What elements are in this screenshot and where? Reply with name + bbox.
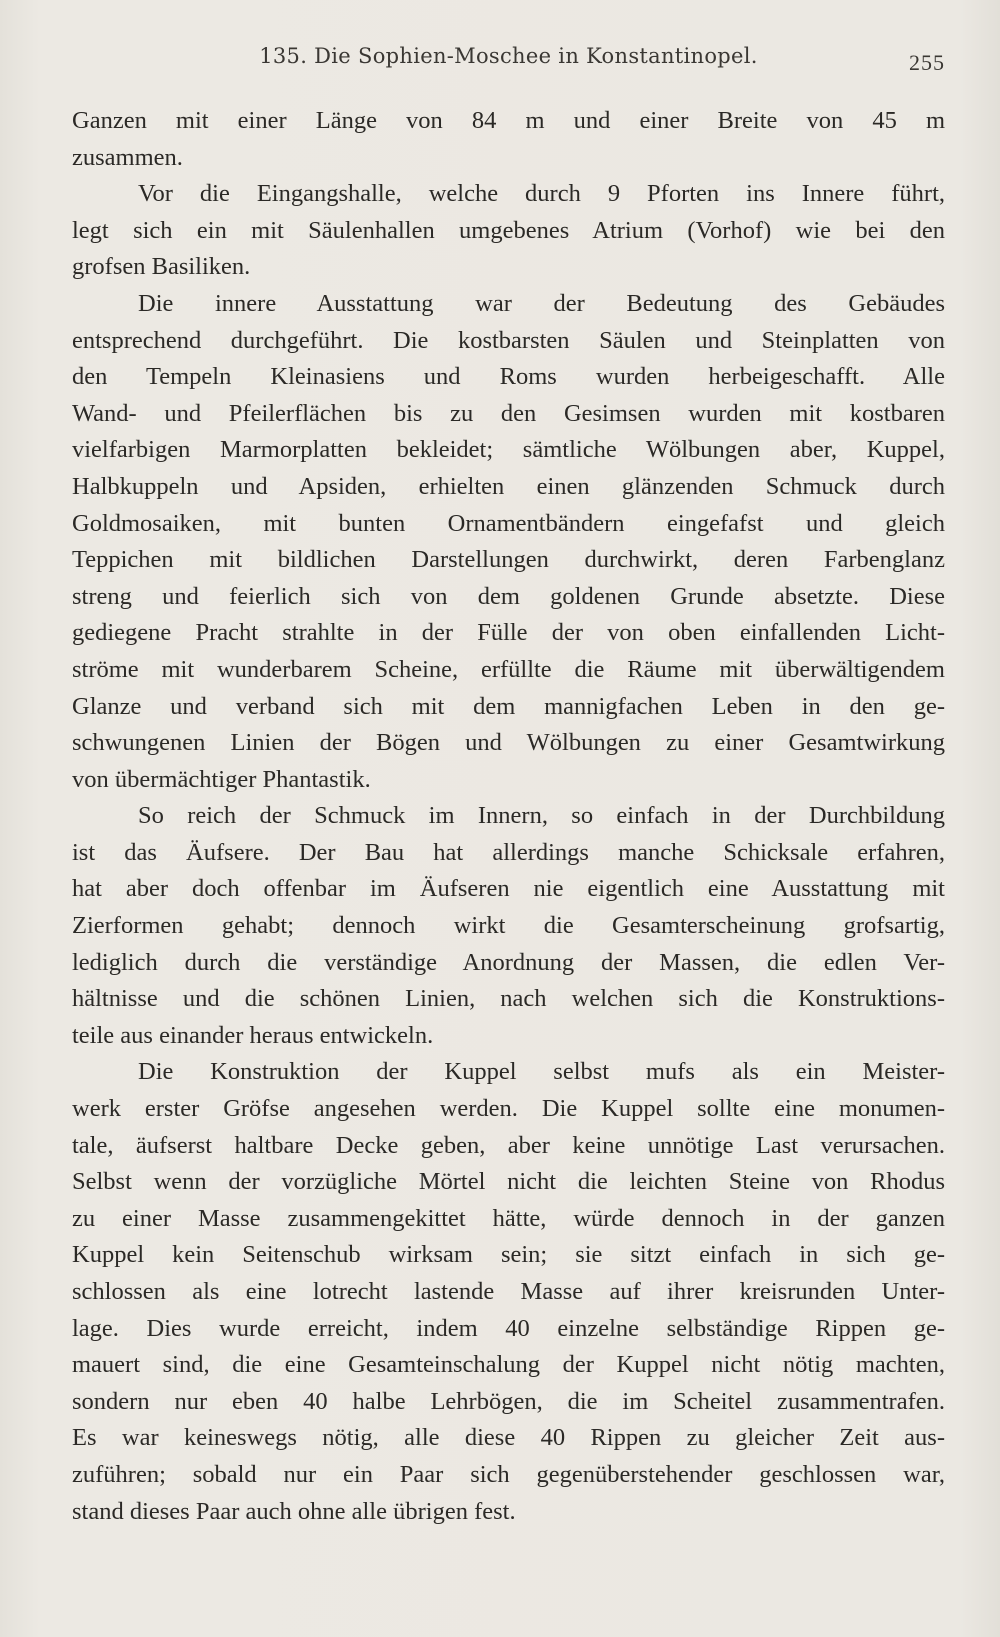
body-text	[72, 103, 945, 1530]
text-line: streng und feierlich sich von dem goldenen Grunde absetzte. Diese	[72, 582, 945, 610]
text-line: zusammen.	[72, 143, 183, 171]
page-number: 255	[909, 50, 945, 75]
text-line: Glanze und verband sich mit dem mannigfachen Leben in den ge-	[72, 692, 945, 720]
text-line: Halbkuppeln und Apsiden, erhielten einen glänzenden Schmuck durch	[72, 472, 945, 500]
text-line: legt sich ein mit Säulenhallen umgebenes Atrium (Vorhof) wie bei den	[72, 216, 945, 244]
text-line: werk erster Gröfse angesehen werden. Die Kuppel sollte eine monumen-	[72, 1095, 945, 1123]
text-line: tale, äufserst haltbare Decke geben, aber keine unnötige Last verursachen.	[72, 1131, 945, 1159]
text-line: hat aber doch offenbar im Äufseren nie eigentlich eine Ausstattung mit	[72, 875, 945, 903]
text-line: hältnisse und die schönen Linien, nach welchen sich die Konstruktions-	[72, 985, 945, 1013]
text-line: zu einer Masse zusammengekittet hätte, würde dennoch in der ganzen	[72, 1204, 945, 1232]
text-line: mauert sind, die eine Gesamteinschalung der Kuppel nicht nötig machten,	[72, 1351, 945, 1379]
text-line: schlossen als eine lotrecht lastende Masse auf ihrer kreisrunden Unter-	[72, 1278, 945, 1305]
running-title: 135. Die Sophien-Moschee in Konstantinopel.	[259, 44, 758, 68]
text-line: Kuppel kein Seitenschub wirksam sein; sie sitzt einfach in sich ge-	[72, 1241, 945, 1269]
text-line: schwungenen Linien der Bögen und Wölbungen zu einer Gesamtwirkung	[72, 729, 945, 757]
text-line: Teppichen mit bildlichen Darstellungen durchwirkt, deren Farbenglanz	[72, 546, 945, 574]
text-line: ist das Äufsere. Der Bau hat allerdings manche Schicksale erfahren,	[72, 838, 945, 866]
text-line: Es war keineswegs nötig, alle diese 40 Rippen zu gleicher Zeit aus-	[72, 1424, 945, 1452]
text-line: von übermächtiger Phantastik.	[72, 765, 371, 793]
text-line: teile aus einander heraus entwickeln.	[72, 1021, 434, 1049]
text-line: sondern nur eben 40 halbe Lehrbögen, die im Scheitel zusammentrafen.	[72, 1387, 945, 1415]
text-line: Zierformen gehabt; dennoch wirkt die Gesamterscheinung grofsartig,	[72, 912, 945, 940]
text-line: Ganzen mit einer Länge von 84 m und einer Breite von 45 m	[72, 107, 945, 134]
text-line: Die innere Ausstattung war der Bedeutung des Gebäudes	[138, 289, 945, 317]
text-line: Wand- und Pfeilerflächen bis zu den Gesimsen wurden mit kostbaren	[72, 399, 945, 427]
text-line: stand dieses Paar auch ohne alle übrigen fest.	[72, 1497, 516, 1525]
text-line: lediglich durch die verständige Anordnung der Massen, die edlen Ver-	[72, 948, 945, 976]
text-line: zuführen; sobald nur ein Paar sich gegenüberstehender geschlossen war,	[72, 1460, 945, 1488]
text-line: Goldmosaiken, mit bunten Ornamentbändern eingefafst und gleich	[72, 509, 945, 537]
text-line: lage. Dies wurde erreicht, indem 40 einzelne selbständige Rippen ge-	[72, 1314, 945, 1342]
page-header	[72, 44, 945, 84]
text-line: ströme mit wunderbarem Scheine, erfüllte die Räume mit überwältigendem	[72, 655, 945, 683]
text-line: Vor die Eingangshalle, welche durch 9 Pforten ins Innere führt,	[138, 180, 945, 208]
text-line: grofsen Basiliken.	[72, 253, 251, 281]
text-line: Selbst wenn der vorzügliche Mörtel nicht die leichten Steine von Rhodus	[72, 1168, 945, 1196]
text-line: entsprechend durchgeführt. Die kostbarsten Säulen und Steinplatten von	[72, 326, 945, 354]
text-line: vielfarbigen Marmorplatten bekleidet; sämtliche Wölbungen aber, Kuppel,	[72, 436, 945, 464]
text-line: So reich der Schmuck im Innern, so einfach in der Durchbildung	[138, 802, 945, 830]
text-line: gediegene Pracht strahlte in der Fülle der von oben einfallenden Licht-	[72, 619, 945, 647]
text-line: den Tempeln Kleinasiens und Roms wurden herbeigeschafft. Alle	[72, 363, 945, 391]
text-line: Die Konstruktion der Kuppel selbst mufs als ein Meister-	[138, 1058, 945, 1086]
